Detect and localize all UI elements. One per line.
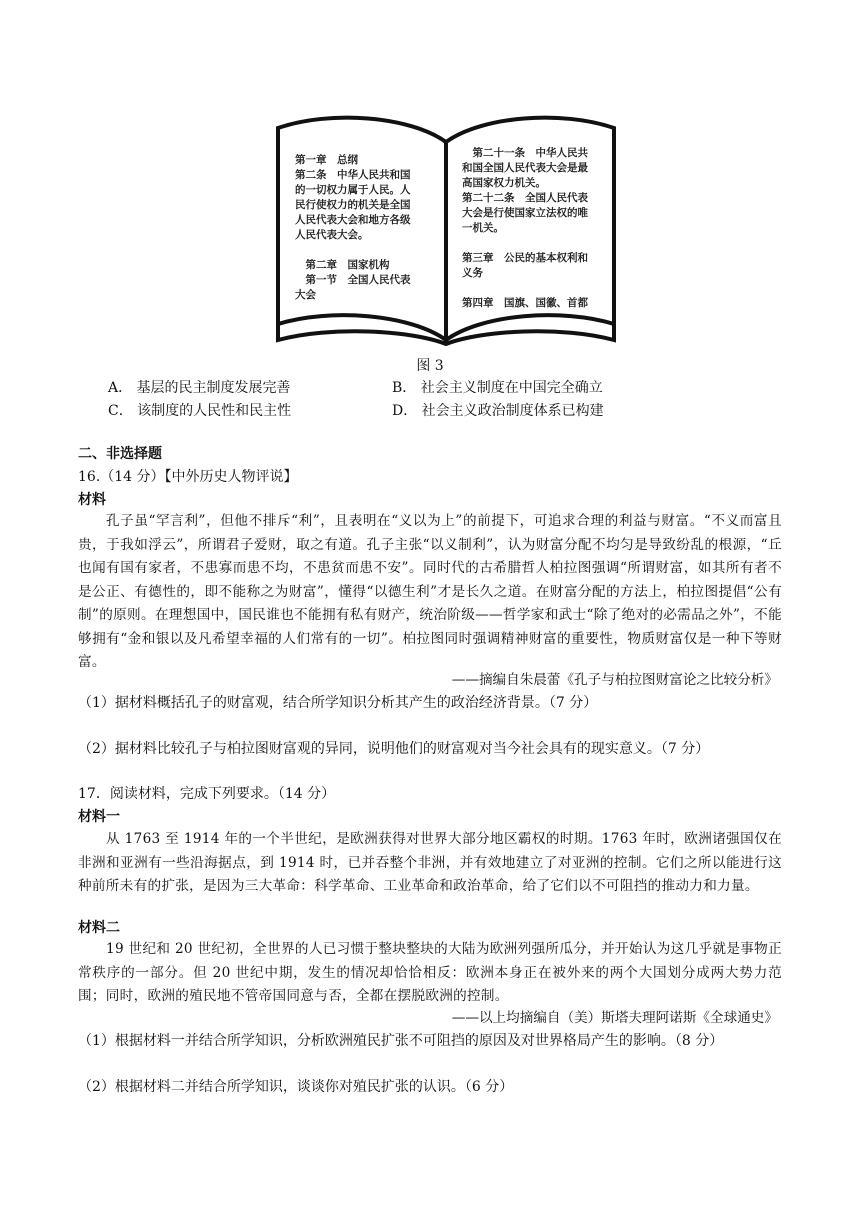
book-right-page-text: 第二十一条 中华人民共 和国全国人民代表大会是最 高国家权力机关。 第二十二条 全国人民代表 大会是行使国家立法权的唯 一机关。 第三章 公民的基本权利和 义务 第四章 国旗、国徽、首都 — [462, 147, 588, 309]
q17-material2-label: 材料二 — [78, 920, 120, 936]
option-d: D． 社会主义政治制度体系已构建 — [392, 403, 604, 419]
q16-source: ——摘编自朱晨蕾《孔子与柏拉图财富论之比较分析》 — [451, 672, 778, 688]
option-a: A． 基层的民主制度发展完善 — [108, 380, 291, 396]
figure-caption: 图 3 — [416, 358, 444, 374]
book-left-page-text: 第一章 总纲 第二条 中华人民共和国 的一切权力属于人民。人 民行使权力的机关是全国 人民代表大会和地方各级 人民代表大会。 第二章 国家机构 第一节 全国人民代表 大会 — [295, 154, 411, 301]
q17-source: ——以上均摘编自（美）斯塔夫理阿诺斯《全球通史》 — [451, 1010, 778, 1026]
q16-subquestion-1: （1）据材料概括孔子的财富观，结合所学知识分析其产生的政治经济背景。（7 分） — [78, 695, 598, 711]
q16-material-label: 材料 — [78, 492, 106, 508]
q16-subquestion-2: （2）据材料比较孔子与柏拉图财富观的异同，说明他们的财富观对当今社会具有的现实意义。（7 分） — [78, 741, 710, 757]
q16-heading: 16.（14 分）【中外历史人物评说】 — [78, 469, 298, 485]
q17-material2-text: 19 世纪和 20 世纪初，全世界的人已习惯于整块整块的大陆为欧洲列强所瓜分，并开始认为这几乎就是事物正常秩序的一部分。但 20 世纪中期，发生的情况却恰恰相反：欧洲本身正在被外来的两个大国划分成两大势力范围；同时，欧洲的殖民地不管帝国同意与否，全都在摆脱欧洲的控制。 — [78, 941, 782, 1004]
q17-material1-text: 从 1763 至 1914 年的一个半世纪，是欧洲获得对世界大部分地区霸权的时期。1763 年时，欧洲诸强国仅在非洲和亚洲有一些沿海据点，到 1914 时，已并吞整个非洲，并有效地建立了对亚洲的控制。它们之所以能进行这种前所未有的扩张，是因为三大革命：科学革命、工业革命和政治革命，给了它们以不可阻挡的推动力和力量。 — [78, 831, 782, 894]
option-b: B． 社会主义制度在中国完全确立 — [392, 380, 603, 396]
q17-heading: 17．阅读材料，完成下列要求。（14 分） — [78, 786, 336, 802]
option-c: C． 该制度的人民性和民主性 — [108, 403, 292, 419]
q17-subquestion-1: （1）根据材料一并结合所学知识，分析欧洲殖民扩张不可阻挡的原因及对世界格局产生的影响。（8 分） — [78, 1033, 724, 1049]
q16-material-text: 孔子虽“罕言利”，但他不排斥“利”，且表明在“义以为上”的前提下，可追求合理的利益与财富。“不义而富且贵，于我如浮云”，所谓君子爱财，取之有道。孔子主张“以义制利”，认为财富分配不均匀是导致纷乱的根源，“丘也闻有国有家者，不患寡而患不均，不患贫而患不安”。同时代的古希腊哲人柏拉图强调“所谓财富，如其所有者不是公正、有德性的，即不能称之为财富”，懂得“以德生利”才是长久之道。在财富分配的方法上，柏拉图提倡“公有制”的原则。在理想国中，国民谁也不能拥有私有财产，统治阶级——哲学家和武士“除了绝对的必需品之外”，不能够拥有“金和银以及凡希望幸福的人们常有的一切”。柏拉图同时强调精神财富的重要性，物质财富仅是一种下等财富。 — [78, 513, 782, 670]
q17-material1-label: 材料一 — [78, 809, 120, 825]
q17-subquestion-2: （2）根据材料二并结合所学知识，谈谈你对殖民扩张的认识。（6 分） — [78, 1079, 514, 1095]
section-title: 二、非选择题 — [78, 446, 162, 462]
